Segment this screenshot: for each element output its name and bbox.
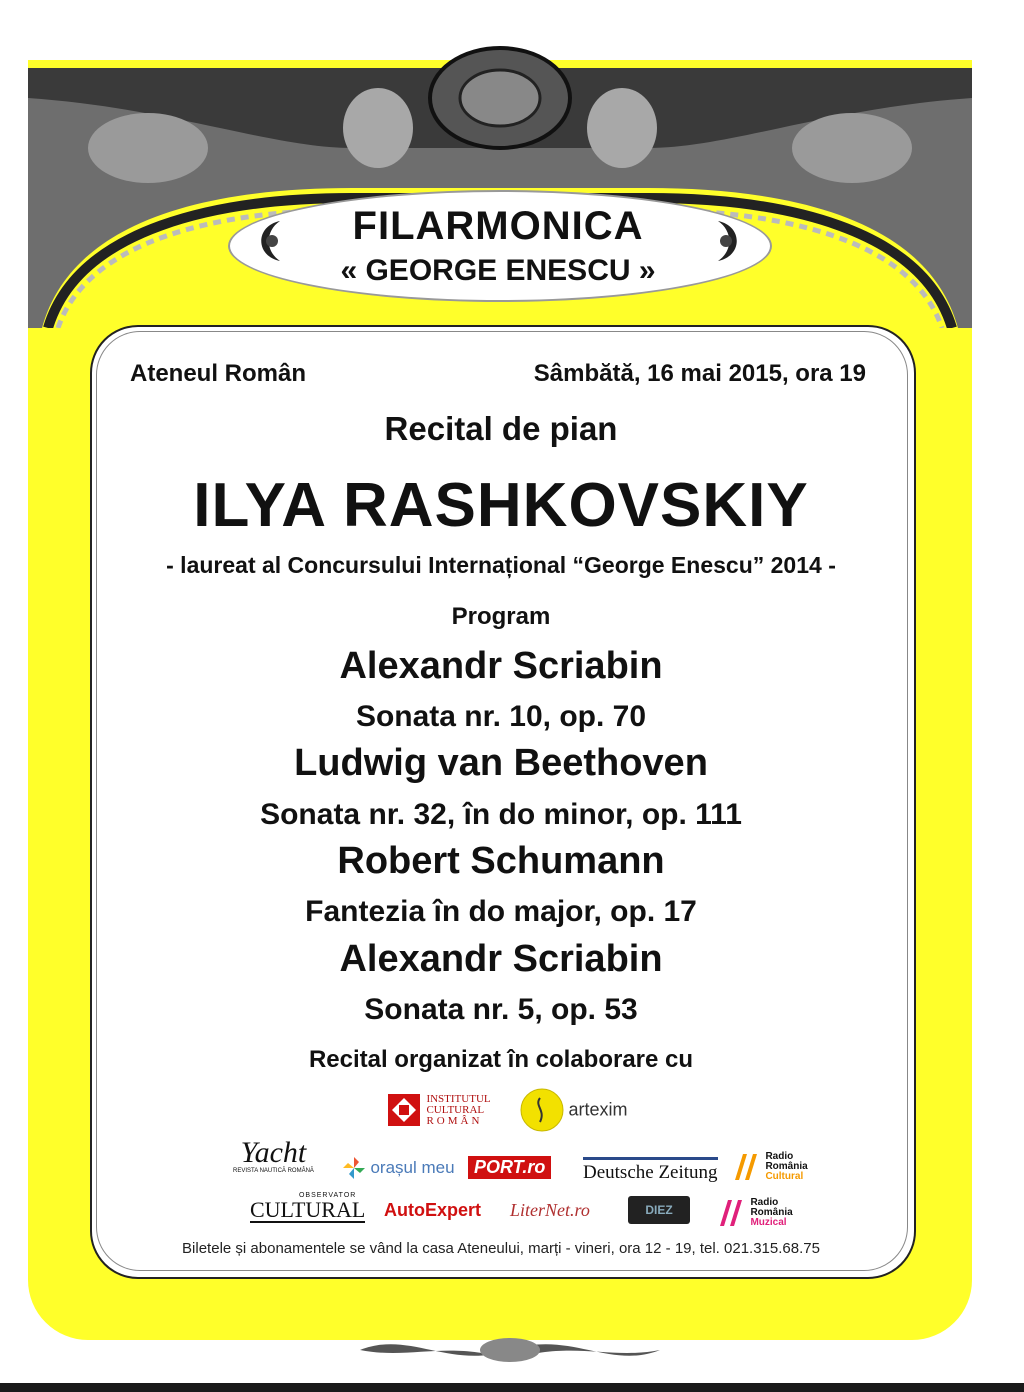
composer-name: Ludwig van Beethoven (294, 742, 708, 784)
icr-logo (386, 1092, 491, 1128)
artexim-text: artexim (568, 1099, 628, 1120)
yacht-logo (233, 1138, 314, 1174)
icr-text-1: INSTITUTUL (426, 1092, 491, 1105)
icr-text-3: ROMÂN (426, 1114, 483, 1127)
performer-name: ILYA RASHKOVSKIY (193, 471, 809, 540)
rrc-text-2: România (765, 1161, 808, 1172)
icr-text-2: CULTURAL (426, 1103, 485, 1116)
icr-emblem-icon (386, 1092, 422, 1128)
partners-label: Recital organizat în colaborare cu (308, 1046, 694, 1073)
composer-name: Alexandr Scriabin (339, 938, 663, 980)
artexim-emblem-icon (520, 1088, 564, 1132)
rrc-text-1: Radio (765, 1151, 794, 1162)
yacht-text: Yacht (240, 1136, 307, 1169)
deutsche-zeitung-logo: Deutsche Zeitung (583, 1157, 718, 1184)
orchestra-subtitle: « GEORGE ENESCU » (340, 254, 656, 287)
ticket-info: Biletele și abonamentele se vând la casa Ateneului, marți - vineri, ora 12 - 19, tel. 021.315.68.75 (182, 1240, 820, 1257)
autoexpert-logo: AutoExpert (384, 1200, 482, 1220)
radio-romania-cultural-logo (733, 1152, 808, 1182)
bottom-ornament (350, 1330, 670, 1370)
bottom-border (0, 1383, 1024, 1392)
observator-cultural-logo (250, 1192, 365, 1223)
radio-waves-icon (718, 1198, 746, 1228)
observator-text: CULTURAL (250, 1197, 366, 1222)
yacht-subtext: REVISTA NAUTICĂ ROMÂNĂ (233, 1168, 314, 1174)
diez-logo: DIEZ (628, 1196, 690, 1224)
rrc-text-3: Cultural (765, 1171, 804, 1182)
observator-top-text: OBSERVATOR (298, 1192, 357, 1199)
liternet-logo: LiterNet.ro (510, 1200, 590, 1220)
composer-name: Alexandr Scriabin (339, 645, 663, 687)
pinwheel-icon (342, 1156, 366, 1180)
rrm-text-3: Muzical (750, 1217, 787, 1228)
orasulmeu-logo (342, 1156, 455, 1180)
rrm-text-1: Radio (750, 1197, 779, 1208)
work-title: Sonata nr. 32, în do minor, op. 111 (260, 798, 742, 831)
orchestra-title: FILARMONICA (352, 204, 644, 248)
artexim-logo (520, 1088, 627, 1132)
event-type: Recital de pian (384, 410, 618, 447)
work-title: Sonata nr. 10, op. 70 (355, 700, 647, 733)
laureate-line: - laureat al Concursului Internațional “George Enescu” 2014 - (166, 552, 836, 578)
event-date: Sâmbătă, 16 mai 2015, ora 19 (533, 360, 866, 387)
radio-waves-icon (733, 1152, 761, 1182)
work-title: Sonata nr. 5, op. 53 (364, 993, 638, 1026)
radio-romania-muzical-logo (718, 1198, 793, 1228)
orasulmeu-text: orașul meu (370, 1158, 455, 1177)
work-title: Fantezia în do major, op. 17 (305, 895, 697, 928)
venue: Ateneul Român (130, 360, 307, 387)
program-label: Program (451, 603, 551, 630)
port-logo: PORT.ro (468, 1156, 551, 1179)
rrm-text-2: România (750, 1207, 793, 1218)
composer-name: Robert Schumann (337, 840, 665, 882)
